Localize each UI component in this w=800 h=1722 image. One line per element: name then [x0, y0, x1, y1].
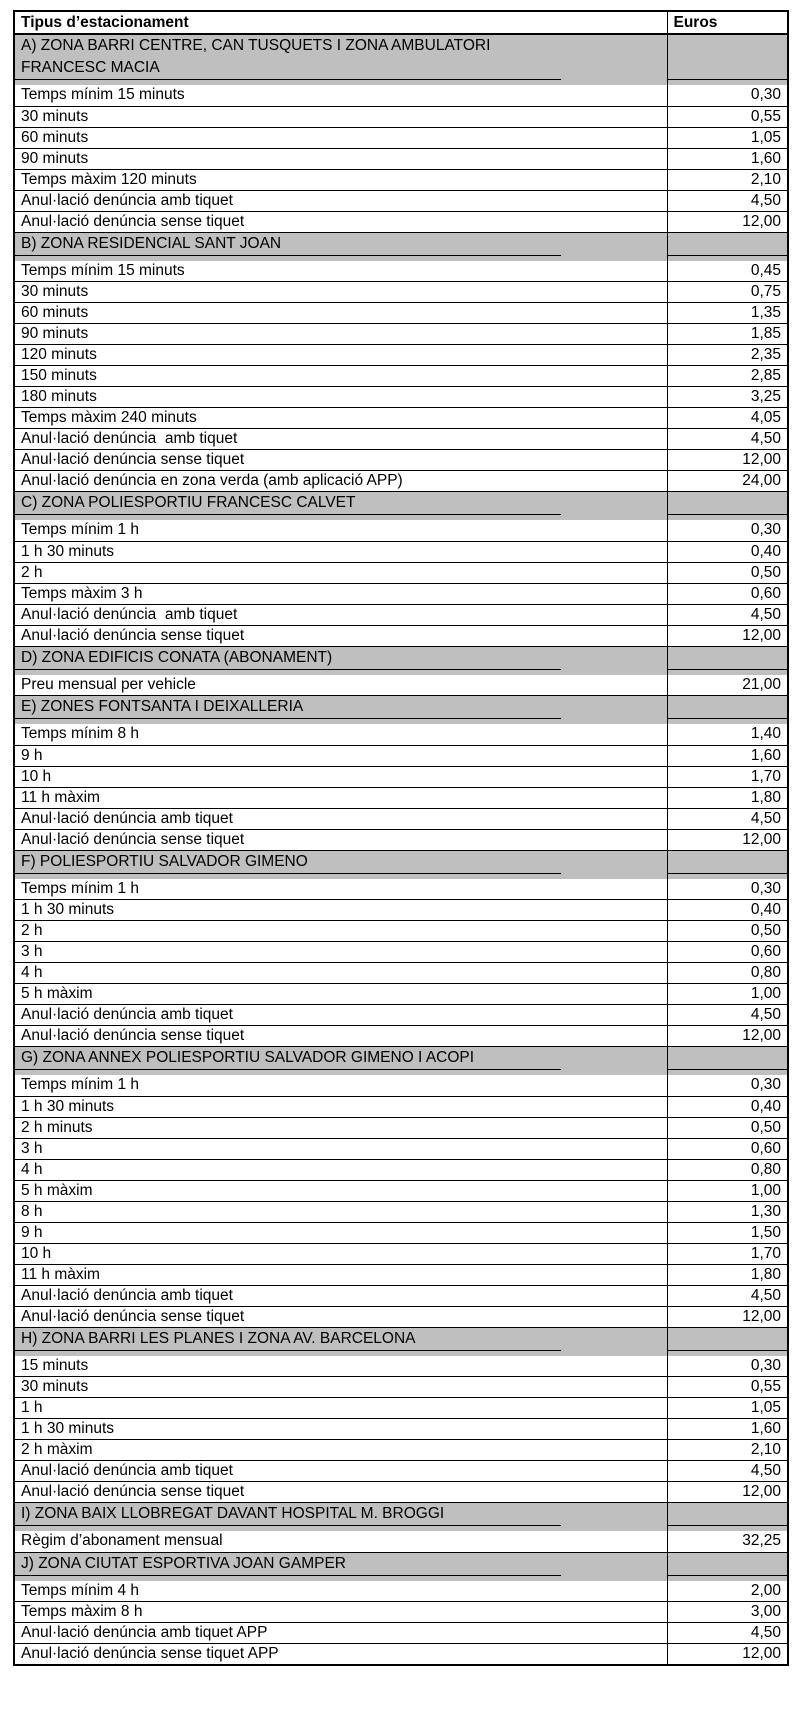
tariff-row — [14, 984, 788, 1005]
tariff-label: 4 h — [14, 1159, 667, 1180]
tariff-label: 60 minuts — [14, 303, 667, 324]
tariff-price: 1,05 — [667, 1398, 788, 1419]
tariff-price: 0,80 — [667, 963, 788, 984]
tariff-price: 3,00 — [667, 1602, 788, 1623]
section-title-cell — [14, 1327, 667, 1356]
section-title: B) ZONA RESIDENCIAL SANT JOAN — [15, 233, 561, 256]
tariff-row — [14, 745, 788, 766]
tariff-label: 1 h 30 minuts — [14, 1096, 667, 1117]
tariff-row — [14, 1398, 788, 1419]
section-euros-spacer — [668, 492, 788, 515]
tariff-price: 2,00 — [667, 1581, 788, 1602]
tariff-label: 30 minuts — [14, 282, 667, 303]
tariff-label: Temps mínim 8 h — [14, 724, 667, 745]
tariff-price: 2,10 — [667, 169, 788, 190]
tariff-price: 2,35 — [667, 345, 788, 366]
tariff-label: 15 minuts — [14, 1356, 667, 1377]
section-title: I) ZONA BAIX LLOBREGAT DAVANT HOSPITAL M. BROGGI — [15, 1503, 561, 1526]
tariff-label: 10 h — [14, 766, 667, 787]
tariff-price: 0,50 — [667, 1117, 788, 1138]
tariff-row — [14, 1461, 788, 1482]
tariff-row — [14, 345, 788, 366]
tariff-row — [14, 429, 788, 450]
tariff-price: 0,50 — [667, 562, 788, 583]
tariff-price: 1,70 — [667, 1243, 788, 1264]
tariff-row — [14, 324, 788, 345]
tariff-price: 2,85 — [667, 366, 788, 387]
tariff-label: 2 h màxim — [14, 1440, 667, 1461]
tariff-price: 1,80 — [667, 1264, 788, 1285]
tariff-row — [14, 787, 788, 808]
tariff-price: 0,60 — [667, 583, 788, 604]
tariff-price: 0,50 — [667, 921, 788, 942]
tariff-label: 5 h màxim — [14, 1180, 667, 1201]
tariff-label: 1 h — [14, 1398, 667, 1419]
tariff-price: 2,10 — [667, 1440, 788, 1461]
tariff-row — [14, 1201, 788, 1222]
tariff-label: Anul·lació denúncia amb tiquet — [14, 604, 667, 625]
table-header-row — [14, 11, 788, 34]
section-title: A) ZONA BARRI CENTRE, CAN TUSQUETS I ZONA AMBULATORI FRANCESC MACIA — [15, 35, 561, 80]
tariff-label: Anul·lació denúncia sense tiquet — [14, 829, 667, 850]
tariff-label: Anul·lació denúncia sense tiquet — [14, 450, 667, 471]
tariff-price: 1,60 — [667, 1419, 788, 1440]
tariff-price: 0,30 — [667, 1356, 788, 1377]
tariff-row — [14, 148, 788, 169]
section-header-row-j — [14, 1552, 788, 1581]
section-header-row-e — [14, 696, 788, 725]
tariff-label: 90 minuts — [14, 324, 667, 345]
tariff-price: 0,80 — [667, 1159, 788, 1180]
section-euros-cell — [667, 34, 788, 85]
tariff-price: 12,00 — [667, 1482, 788, 1503]
tariff-row — [14, 541, 788, 562]
tariff-row — [14, 1264, 788, 1285]
tariff-label: 11 h màxim — [14, 1264, 667, 1285]
section-euros-cell — [667, 232, 788, 261]
tariff-row — [14, 1180, 788, 1201]
section-title-cell — [14, 1047, 667, 1076]
tariff-label: 10 h — [14, 1243, 667, 1264]
section-euros-spacer — [668, 57, 788, 80]
tariff-price: 0,60 — [667, 1138, 788, 1159]
tariff-label: 90 minuts — [14, 148, 667, 169]
section-euros-spacer — [668, 1553, 788, 1576]
section-euros-cell — [667, 696, 788, 725]
tariff-label: Anul·lació denúncia sense tiquet APP — [14, 1644, 667, 1665]
tariff-row — [14, 1096, 788, 1117]
tariff-row — [14, 963, 788, 984]
tariff-price: 0,75 — [667, 282, 788, 303]
tariff-row — [14, 261, 788, 282]
table-body — [14, 34, 788, 1665]
section-euros-spacer — [668, 696, 788, 719]
tariff-row — [14, 408, 788, 429]
tariff-row — [14, 1306, 788, 1327]
tariff-label: Anul·lació denúncia amb tiquet — [14, 1461, 667, 1482]
tariff-label: Anul·lació denúncia en zona verda (amb aplicació APP) — [14, 471, 667, 492]
tariff-label: Anul·lació denúncia sense tiquet — [14, 625, 667, 646]
section-euros-spacer — [668, 233, 788, 256]
tariff-label: 150 minuts — [14, 366, 667, 387]
tariff-price: 1,85 — [667, 324, 788, 345]
tariff-price: 1,70 — [667, 766, 788, 787]
tariff-label: 11 h màxim — [14, 787, 667, 808]
tariff-label: Temps màxim 120 minuts — [14, 169, 667, 190]
section-euros-spacer — [668, 647, 788, 670]
tariff-label: Anul·lació denúncia sense tiquet — [14, 211, 667, 232]
tariff-price: 1,35 — [667, 303, 788, 324]
tariff-price: 0,55 — [667, 106, 788, 127]
section-euros-cell — [667, 1552, 788, 1581]
tariff-row — [14, 900, 788, 921]
tariff-row — [14, 1117, 788, 1138]
tariff-price: 0,55 — [667, 1377, 788, 1398]
section-euros-cell — [667, 646, 788, 675]
tariff-price: 12,00 — [667, 829, 788, 850]
section-euros-cell — [667, 1327, 788, 1356]
section-title-cell — [14, 850, 667, 879]
tariff-label: 1 h 30 minuts — [14, 541, 667, 562]
tariff-price: 0,60 — [667, 942, 788, 963]
tariff-label: Temps mínim 1 h — [14, 1075, 667, 1096]
section-title: G) ZONA ANNEX POLIESPORTIU SALVADOR GIMENO I ACOPI — [15, 1047, 561, 1070]
section-euros-spacer — [668, 1503, 788, 1526]
tariff-label: Anul·lació denúncia amb tiquet APP — [14, 1623, 667, 1644]
section-header-row-f — [14, 850, 788, 879]
section-title: D) ZONA EDIFICIS CONATA (ABONAMENT) — [15, 647, 561, 670]
tariff-label: 2 h minuts — [14, 1117, 667, 1138]
tariff-price: 0,30 — [667, 879, 788, 900]
tariff-row — [14, 829, 788, 850]
tariff-row — [14, 1243, 788, 1264]
tariff-label: Temps màxim 3 h — [14, 583, 667, 604]
tariff-price: 1,80 — [667, 787, 788, 808]
section-title-cell — [14, 1552, 667, 1581]
tariff-row — [14, 520, 788, 541]
section-title: C) ZONA POLIESPORTIU FRANCESC CALVET — [15, 492, 561, 515]
section-header-row-c — [14, 492, 788, 521]
tariff-price: 12,00 — [667, 1306, 788, 1327]
tariff-label: Anul·lació denúncia amb tiquet — [14, 808, 667, 829]
tariff-label: Temps mínim 1 h — [14, 879, 667, 900]
tariff-label: 9 h — [14, 745, 667, 766]
tariff-row — [14, 1026, 788, 1047]
tariff-row — [14, 1075, 788, 1096]
tariff-label: Anul·lació denúncia amb tiquet — [14, 1285, 667, 1306]
section-title-cell — [14, 1503, 667, 1532]
tariff-row — [14, 921, 788, 942]
tariff-price: 1,60 — [667, 745, 788, 766]
section-title-cell — [14, 232, 667, 261]
tariff-row — [14, 1419, 788, 1440]
tariff-row — [14, 387, 788, 408]
tariff-price: 4,50 — [667, 1005, 788, 1026]
tariff-price: 4,50 — [667, 429, 788, 450]
tariff-price: 4,50 — [667, 190, 788, 211]
tariff-label: Anul·lació denúncia amb tiquet — [14, 190, 667, 211]
section-header-row-a — [14, 34, 788, 85]
tariff-price: 1,40 — [667, 724, 788, 745]
section-header-row-i — [14, 1503, 788, 1532]
section-title: J) ZONA CIUTAT ESPORTIVA JOAN GAMPER — [15, 1553, 561, 1576]
tariff-price: 21,00 — [667, 675, 788, 696]
section-euros-spacer — [668, 1047, 788, 1070]
section-title: H) ZONA BARRI LES PLANES I ZONA AV. BARCELONA — [15, 1328, 561, 1351]
tariff-price: 4,50 — [667, 1285, 788, 1306]
tariff-label: Anul·lació denúncia amb tiquet — [14, 429, 667, 450]
tariff-price: 4,50 — [667, 1623, 788, 1644]
tariff-price: 4,50 — [667, 604, 788, 625]
tariff-label: 120 minuts — [14, 345, 667, 366]
tariff-label: 1 h 30 minuts — [14, 900, 667, 921]
tariff-row — [14, 1581, 788, 1602]
tariff-price: 24,00 — [667, 471, 788, 492]
section-title-cell — [14, 646, 667, 675]
tariff-row — [14, 1377, 788, 1398]
tariff-row — [14, 169, 788, 190]
tariff-row — [14, 1482, 788, 1503]
tariff-row — [14, 1005, 788, 1026]
tariff-label: 5 h màxim — [14, 984, 667, 1005]
tariff-price: 12,00 — [667, 450, 788, 471]
tariff-label: 2 h — [14, 921, 667, 942]
tariff-row — [14, 303, 788, 324]
tariff-row — [14, 879, 788, 900]
tariff-row — [14, 366, 788, 387]
tariff-price: 1,50 — [667, 1222, 788, 1243]
tariff-price: 1,60 — [667, 148, 788, 169]
tariff-row — [14, 106, 788, 127]
tariff-price: 0,30 — [667, 1075, 788, 1096]
section-euros-spacer — [668, 851, 788, 874]
tariff-price: 0,30 — [667, 85, 788, 106]
tariff-label: 30 minuts — [14, 106, 667, 127]
tariff-price: 32,25 — [667, 1531, 788, 1552]
tariff-label: 4 h — [14, 963, 667, 984]
tariff-row — [14, 625, 788, 646]
tariff-row — [14, 1602, 788, 1623]
tariff-label: Temps mínim 15 minuts — [14, 261, 667, 282]
section-euros-cell — [667, 1503, 788, 1532]
section-header-row-h — [14, 1327, 788, 1356]
tariff-price: 1,00 — [667, 1180, 788, 1201]
tariff-label: Anul·lació denúncia sense tiquet — [14, 1482, 667, 1503]
tariff-label: 30 minuts — [14, 1377, 667, 1398]
tariff-row — [14, 562, 788, 583]
tariff-price: 12,00 — [742, 1644, 781, 1662]
section-euros-spacer — [668, 1328, 788, 1351]
tariff-row — [14, 1159, 788, 1180]
tariff-row — [14, 1531, 788, 1552]
section-title: E) ZONES FONTSANTA I DEIXALLERIA — [15, 696, 561, 719]
tariff-price: 0,40 — [667, 1096, 788, 1117]
tariff-label: 2 h — [14, 562, 667, 583]
column-header-type: Tipus d’estacionament — [14, 11, 667, 34]
tariff-row — [14, 190, 788, 211]
tariff-label: Preu mensual per vehicle — [14, 675, 667, 696]
tariff-price: 4,50 — [667, 1461, 788, 1482]
tariff-label: Temps màxim 8 h — [14, 1602, 667, 1623]
tariff-price: 4,05 — [667, 408, 788, 429]
tariff-row — [14, 583, 788, 604]
tariff-price: 4,50 — [667, 808, 788, 829]
tariff-price: 12,00 — [667, 1026, 788, 1047]
column-header-euros: Euros — [667, 11, 788, 34]
tariff-row — [14, 942, 788, 963]
section-euros-cell — [667, 850, 788, 879]
tariff-row — [14, 211, 788, 232]
tariff-row — [14, 1138, 788, 1159]
tariff-label: 1 h 30 minuts — [14, 1419, 667, 1440]
tariff-row — [14, 604, 788, 625]
tariff-label: 60 minuts — [14, 127, 667, 148]
tariff-row — [14, 766, 788, 787]
tariff-row — [14, 1623, 788, 1644]
tariff-price: 12,00 — [667, 625, 788, 646]
parking-tariff-table — [13, 10, 789, 1666]
tariff-label: Anul·lació denúncia sense tiquet — [14, 1306, 667, 1327]
tariff-row — [14, 1440, 788, 1461]
section-title-cell — [14, 34, 667, 85]
tariff-row — [14, 808, 788, 829]
tariff-row — [14, 85, 788, 106]
tariff-price: 1,00 — [667, 984, 788, 1005]
tariff-row — [14, 282, 788, 303]
tariff-label: Temps mínim 4 h — [14, 1581, 667, 1602]
tariff-row — [14, 1356, 788, 1377]
tariff-price: 3,25 — [667, 387, 788, 408]
tariff-label: 3 h — [14, 942, 667, 963]
section-title: F) POLIESPORTIU SALVADOR GIMENO — [15, 851, 561, 874]
tariff-label: Règim d’abonament mensual — [14, 1531, 667, 1552]
section-header-row-g — [14, 1047, 788, 1076]
tariff-label: 9 h — [14, 1222, 667, 1243]
section-header-row-b — [14, 232, 788, 261]
tariff-label: Temps màxim 240 minuts — [14, 408, 667, 429]
tariff-price: 0,45 — [667, 261, 788, 282]
tariff-row — [14, 1285, 788, 1306]
tariff-row — [14, 127, 788, 148]
section-header-row-d — [14, 646, 788, 675]
tariff-label: Anul·lació denúncia sense tiquet — [14, 1026, 667, 1047]
tariff-row — [14, 724, 788, 745]
tariff-label: Temps mínim 1 h — [14, 520, 667, 541]
tariff-price: 0,40 — [667, 541, 788, 562]
tariff-row — [14, 450, 788, 471]
tariff-price: 0,30 — [667, 520, 788, 541]
tariff-label: Temps mínim 15 minuts — [14, 85, 667, 106]
tariff-row — [14, 675, 788, 696]
tariff-price: 0,40 — [667, 900, 788, 921]
section-euros-cell — [667, 492, 788, 521]
tariff-label: Anul·lació denúncia amb tiquet — [14, 1005, 667, 1026]
tariff-label: 180 minuts — [14, 387, 667, 408]
section-title-cell — [14, 696, 667, 725]
tariff-row — [14, 1222, 788, 1243]
tariff-row — [14, 1644, 788, 1665]
tariff-row — [14, 471, 788, 492]
tariff-price: 1,30 — [667, 1201, 788, 1222]
tariff-label: 8 h — [14, 1201, 667, 1222]
section-title-cell — [14, 492, 667, 521]
tariff-price: 12,00 — [667, 211, 788, 232]
tariff-label: 3 h — [14, 1138, 667, 1159]
section-euros-cell — [667, 1047, 788, 1076]
tariff-price: 1,05 — [667, 127, 788, 148]
